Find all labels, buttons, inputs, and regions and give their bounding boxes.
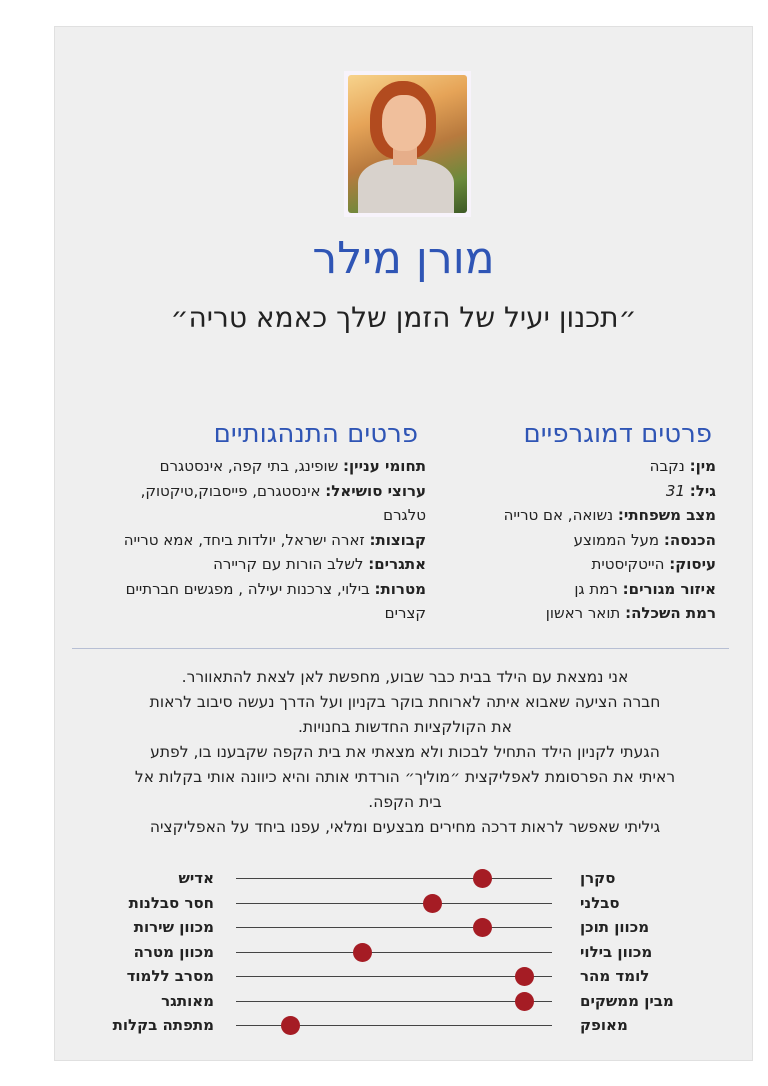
trait-scale (55, 989, 754, 1013)
story-line: חברה הציעה שאבוא איתה לארוחת בוקר בקניון ועל הדרך נעשה סיבוב לראות (149, 693, 661, 711)
behavioral-row: מטרות: בילוי, צרכנות יעילה , מפגשים חברתיים (125, 579, 426, 598)
demographics-row: רמת השכלה: תואר ראשון (545, 604, 716, 622)
section-divider (72, 648, 729, 649)
trait-right-label: מכוון תוכן (580, 918, 650, 936)
trait-line (236, 976, 552, 977)
trait-left-label: מתפתה בקלות (112, 1016, 214, 1034)
trait-left-label: אדיש (178, 869, 214, 887)
trait-right-label: מבין ממשקים (580, 991, 674, 1010)
demographics-row: עיסוק: הייטקיסטית (591, 555, 716, 573)
trait-left-label: מסרב ללמוד (126, 967, 214, 985)
profile-photo-frame (344, 71, 471, 217)
trait-scale (55, 915, 754, 939)
persona-story (75, 665, 735, 840)
demographics-list (504, 454, 716, 626)
persona-card (54, 26, 753, 1061)
trait-right-label: סבלני (580, 893, 620, 912)
trait-dot (353, 943, 372, 962)
behavioral-title: פרטים התנהגותיים (213, 419, 418, 449)
behavioral-row: תחומי עניין: שופינג, בתי קפה, אינסטגרם (159, 457, 426, 475)
story-line: בית הקפה. (368, 793, 442, 811)
trait-line (236, 952, 552, 953)
trait-dot (281, 1016, 300, 1035)
trait-scales (55, 866, 754, 1036)
trait-scale (55, 964, 754, 988)
trait-line (236, 903, 552, 904)
trait-scale (55, 866, 754, 890)
trait-line (236, 1001, 552, 1002)
story-line: גיליתי שאפשר לראות דרכה מחירים מבצעים ומלאי, עפנו ביחד על האפליקציה (149, 818, 661, 836)
trait-scale (55, 1013, 754, 1037)
behavioral-row-cont: קצרים (384, 604, 426, 622)
trait-dot (473, 869, 492, 888)
story-line: ראיתי את הפרסומת לאפליקצית ״מוליך״ הורדתי אותה והיא כיוונה אותי בקלות אל (134, 768, 676, 786)
story-line: את הקולקציות החדשות בחנויות. (298, 718, 512, 736)
trait-dot (423, 894, 442, 913)
behavioral-row: ערוצי סושיאל: אינסטגרם, פייסבוק,טיקטוק, (140, 481, 426, 500)
trait-dot (473, 918, 492, 937)
trait-dot (515, 992, 534, 1011)
trait-left-label: מכוון מטרה (133, 942, 214, 961)
story-line: הגעתי לקניון הילד התחיל לבכות ולא מצאתי את בית הקפה שקבענו בו, לפתע (150, 743, 660, 761)
behavioral-row: אתגרים: לשלב הורות עם קריירה (213, 555, 426, 573)
trait-right-label: מאופק (580, 1016, 628, 1034)
trait-left-label: מכוון שירות (133, 918, 214, 936)
trait-scale (55, 891, 754, 915)
behavioral-row: קבוצות: זארה ישראל, יולדות ביחד, אמא טרייה (123, 530, 426, 549)
demographics-title: פרטים דמוגרפיים (523, 419, 712, 449)
story-line: אני נמצאת עם הילד בבית כבר שבוע, מחפשת לאן לצאת להתאוורר. (181, 668, 629, 686)
demographics-row: מצב משפחתי: נשואה, אם טרייה (503, 506, 716, 524)
trait-right-label: סקרן (580, 869, 616, 887)
demographics-row: הכנסה: מעל הממוצע (573, 530, 716, 549)
trait-right-label: לומד מהר (580, 967, 650, 985)
behavioral-list (124, 454, 426, 626)
profile-photo (348, 75, 467, 213)
behavioral-row-cont: טלגרם (383, 506, 426, 524)
persona-name: מורן מילר (312, 233, 495, 284)
demographics-row: גיל: 31 (665, 481, 716, 500)
demographics-row: מין: נקבה (649, 457, 716, 475)
trait-dot (515, 967, 534, 986)
trait-right-label: מכוון בילוי (580, 942, 653, 961)
trait-line (236, 878, 552, 879)
trait-left-label: מאותגר (161, 991, 214, 1010)
trait-left-label: חסר סבלנות (128, 893, 214, 912)
demographics-row: איזור מגורים: רמת גן (574, 579, 716, 598)
trait-scale (55, 940, 754, 964)
trait-line (236, 927, 552, 928)
persona-slogan: ״תכנון יעיל של הזמן שלך כאמא טריה״ (170, 301, 637, 334)
